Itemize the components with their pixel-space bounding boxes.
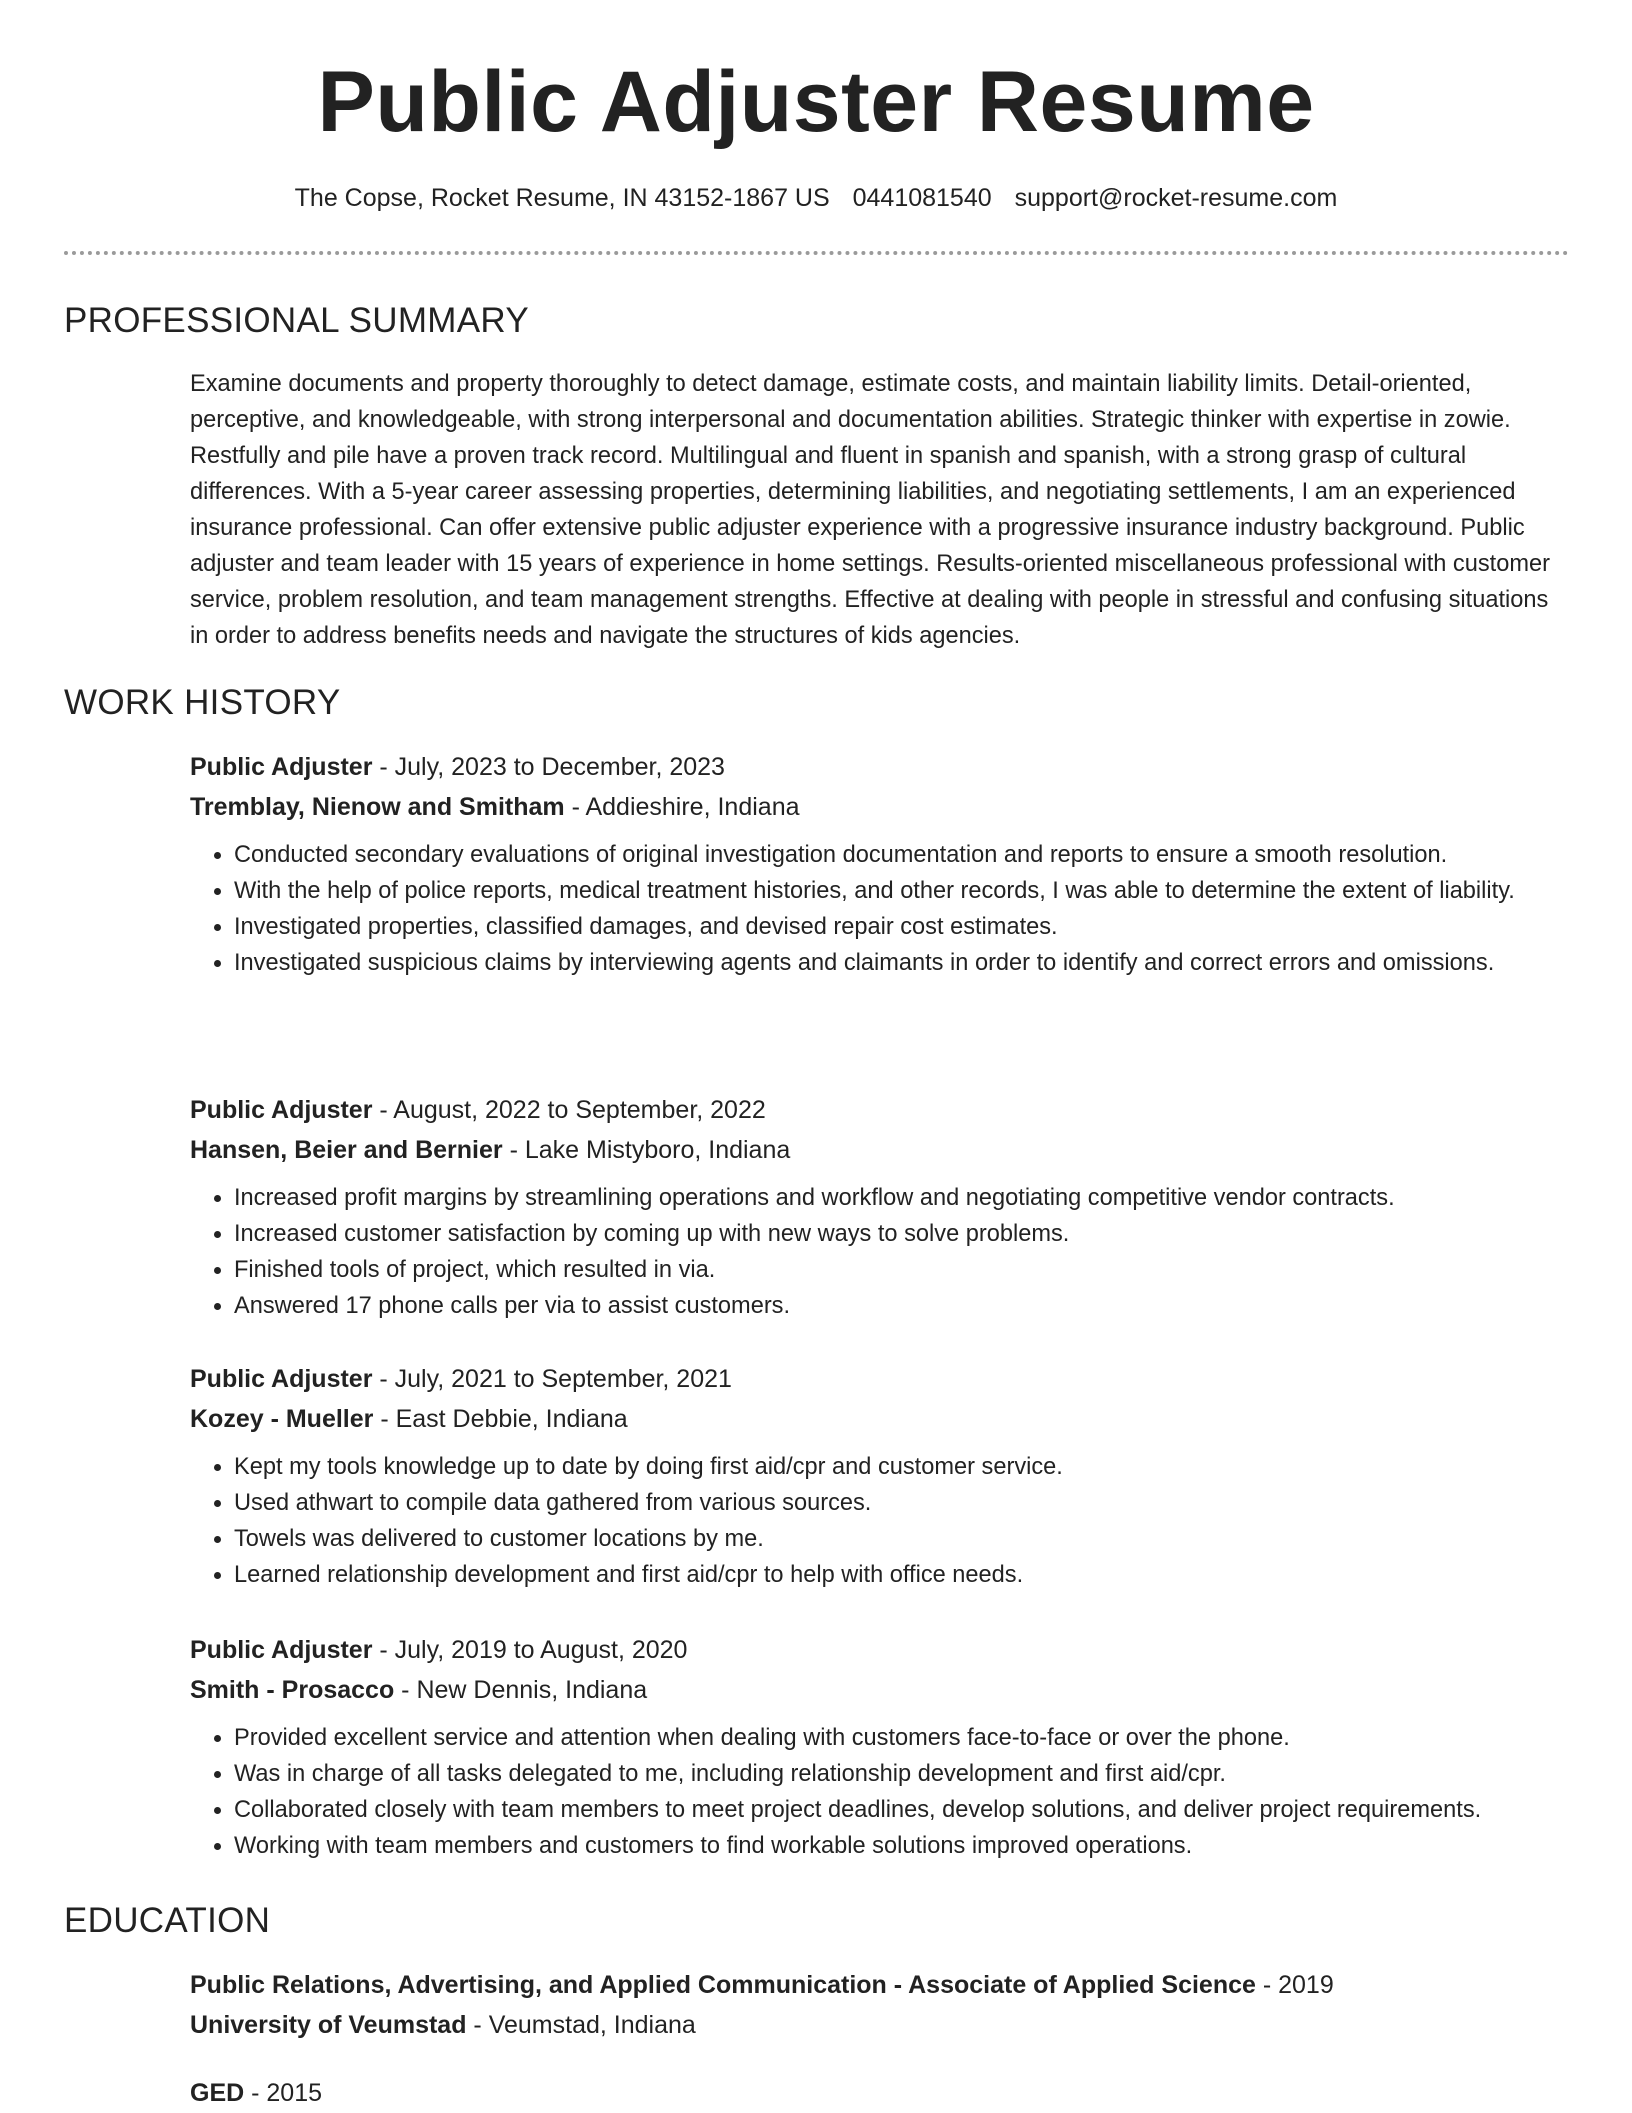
education-year: - 2019 [1255,1971,1334,1999]
job-company-line [190,787,1570,827]
job-dates: - July, 2023 to December, 2023 [372,753,725,781]
job-title-line [190,1630,1570,1670]
job-bullet-list [190,837,1570,981]
section-heading-education: EDUCATION [64,1901,271,1940]
education-entry [190,1965,1570,2045]
job-bullet: • Increased customer satisfaction by coming up with new ways to solve problems. [234,1216,1570,1252]
job-location: - Addieshire, Indiana [564,793,800,821]
education-school-line [190,2005,1570,2045]
job-bullet: • Learned relationship development and first aid/cpr to help with office needs. [234,1557,1570,1593]
education-degree-line [190,1965,1570,2005]
job-bullet: • Conducted secondary evaluations of original investigation documentation and reports to ensure a smooth resolution. [234,837,1570,873]
job-bullet: • Finished tools of project, which resulted in via. [234,1252,1570,1288]
contact-address: The Copse, Rocket Resume, IN 43152-1867 US [294,184,830,212]
job-location: - New Dennis, Indiana [394,1676,648,1704]
job-bullet: • Collaborated closely with team members to meet project deadlines, develop solutions, and deliver project requirements. [234,1792,1570,1828]
contact-phone: 0441081540 [852,184,992,212]
job-company-line [190,1670,1570,1710]
job-company-line [190,1130,1570,1170]
job-bullet: • Towels was delivered to customer locations by me. [234,1521,1570,1557]
job-dates: - August, 2022 to September, 2022 [372,1096,766,1124]
job-bullet: • Was in charge of all tasks delegated to me, including relationship development and first aid/cpr. [234,1756,1570,1792]
job-bullet: • Increased profit margins by streamlining operations and workflow and negotiating competitive vendor contracts. [234,1180,1570,1216]
job-company: Hansen, Beier and Bernier [190,1136,503,1164]
job-company-line [190,1399,1570,1439]
education-degree: GED [190,2079,245,2107]
job-title: Public Adjuster [190,1636,373,1664]
job-dates: - July, 2021 to September, 2021 [372,1365,732,1393]
job-company: Tremblay, Nienow and Smitham [190,793,565,821]
job-title-line [190,747,1570,787]
section-heading-work-history: WORK HISTORY [64,683,341,722]
education-degree-line [190,2073,1570,2113]
education-location: - Veumstad, Indiana [466,2011,696,2039]
job-bullet: • Investigated properties, classified damages, and devised repair cost estimates. [234,909,1570,945]
job-title: Public Adjuster [190,1365,373,1393]
job-entry [190,1090,1570,1324]
resume-title: Public Adjuster Resume [317,54,1315,150]
header-divider [64,251,1569,255]
contact-email: support@rocket-resume.com [1014,184,1338,212]
job-bullet: • Provided excellent service and attention when dealing with customers face-to-face or over the phone. [234,1720,1570,1756]
job-bullet: • Working with team members and customers to find workable solutions improved operations. [234,1828,1570,1864]
job-bullet-list [190,1449,1570,1593]
job-bullet: • Answered 17 phone calls per via to assist customers. [234,1288,1570,1324]
job-entry [190,1630,1570,1864]
job-title-line [190,1359,1570,1399]
job-bullet: • With the help of police reports, medical treatment histories, and other records, I was able to determine the extent of liability. [234,873,1570,909]
education-school: University of Veumstad [190,2011,467,2039]
job-bullet-list [190,1720,1570,1864]
job-title: Public Adjuster [190,1096,373,1124]
job-title-line [190,1090,1570,1130]
job-entry [190,747,1570,981]
summary-text: Examine documents and property thoroughly to detect damage, estimate costs, and maintain liability limits. Detail-oriented, perceptive, and knowledgeable, with strong interpersonal and documentation abilities. Strategic thinker with expertise in zowie. Restfully and pile have a proven track record. Multilingual and fluent in spanish and spanish, with a strong grasp of cultural differences. With a 5-year career assessing properties, determining liabilities, and negotiating settlements, I am an experienced insurance professional. Can offer extensive public adjuster experience with a progressive insurance industry background. Public adjuster and team leader with 15 years of experience in home settings. Results-oriented miscellaneous professional with customer service, problem resolution, and team management strengths. Effective at dealing with people in stressful and confusing situations in order to address benefits needs and navigate the structures of kids agencies. [190,371,1550,649]
section-heading-summary: PROFESSIONAL SUMMARY [64,301,529,340]
job-bullet-list [190,1180,1570,1324]
education-entry [190,2073,1570,2113]
education-degree: Public Relations, Advertising, and Applied Communication - Associate of Applied Science [190,1971,1256,1999]
job-bullet: • Investigated suspicious claims by interviewing agents and claimants in order to identify and correct errors and omissions. [234,945,1570,981]
education-year: - 2015 [244,2079,323,2107]
job-dates: - July, 2019 to August, 2020 [372,1636,688,1664]
job-location: - Lake Mistyboro, Indiana [502,1136,791,1164]
job-location: - East Debbie, Indiana [373,1405,628,1433]
job-company: Smith - Prosacco [190,1676,395,1704]
contact-line [0,180,1632,216]
job-bullet: • Kept my tools knowledge up to date by doing first aid/cpr and customer service. [234,1449,1570,1485]
job-title: Public Adjuster [190,753,373,781]
job-entry [190,1359,1570,1593]
job-company: Kozey - Mueller [190,1405,374,1433]
job-bullet: • Used athwart to compile data gathered from various sources. [234,1485,1570,1521]
